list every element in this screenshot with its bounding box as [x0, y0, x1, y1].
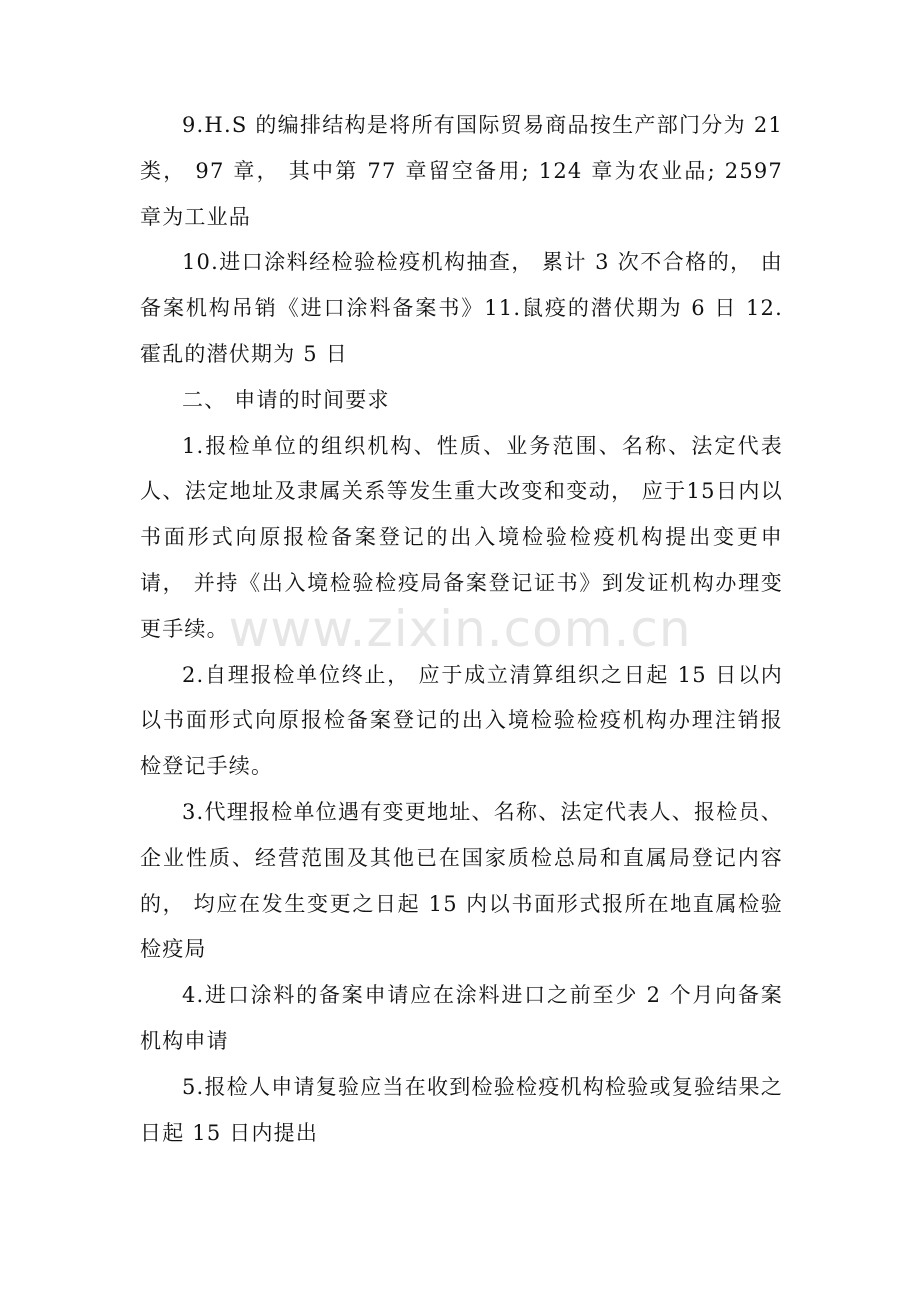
- paragraph-item-1: 1.报检单位的组织机构、性质、业务范围、名称、法定代表人、法定地址及隶属关系等发生重大改变和变动， 应于15日内以书面形式向原报检备案登记的出入境检验检疫机构提出变更申请， 并持《出入境检验检疫局备案登记证书》到发证机构办理变更手续。: [140, 433, 783, 641]
- document-body: [140, 103, 783, 1156]
- paragraph-item-4: 4.进口涂料的备案申请应在涂料进口之前至少 2 个月向备案机构申请: [140, 983, 783, 1053]
- paragraph-hs-structure: 9.H.S 的编排结构是将所有国际贸易商品按生产部门分为 21 类， 97 章， 其中第 77 章留空备用; 124 章为农业品; 2597 章为工业品: [140, 113, 783, 229]
- watermark: www.zixin.com.cn: [228, 600, 692, 658]
- paragraph-item-2: 2.自理报检单位终止， 应于成立清算组织之日起 15 日以内以书面形式向原报检备案登记的出入境检验检疫机构办理注销报检登记手续。: [140, 662, 783, 779]
- section-heading-time-requirements: 二、 申请的时间要求: [182, 387, 390, 412]
- paragraph-paint-quarantine: 10.进口涂料经检验检疫机构抽查， 累计 3 次不合格的， 由备案机构吊销《进口涂料备案书》11.鼠疫的潜伏期为 6 日 12.霍乱的潜伏期为 5 日: [140, 250, 783, 366]
- paragraph-item-5: 5.报检人申请复验应当在收到检验检疫机构检验或复验结果之日起 15 日内提出: [140, 1074, 783, 1145]
- paragraph-item-3: 3.代理报检单位遇有变更地址、名称、法定代表人、报检员、企业性质、经营范围及其他已在国家质检总局和直属局登记内容的， 均应在发生变更之日起 15 内以书面形式报所在地直属检验检疫局: [140, 799, 783, 962]
